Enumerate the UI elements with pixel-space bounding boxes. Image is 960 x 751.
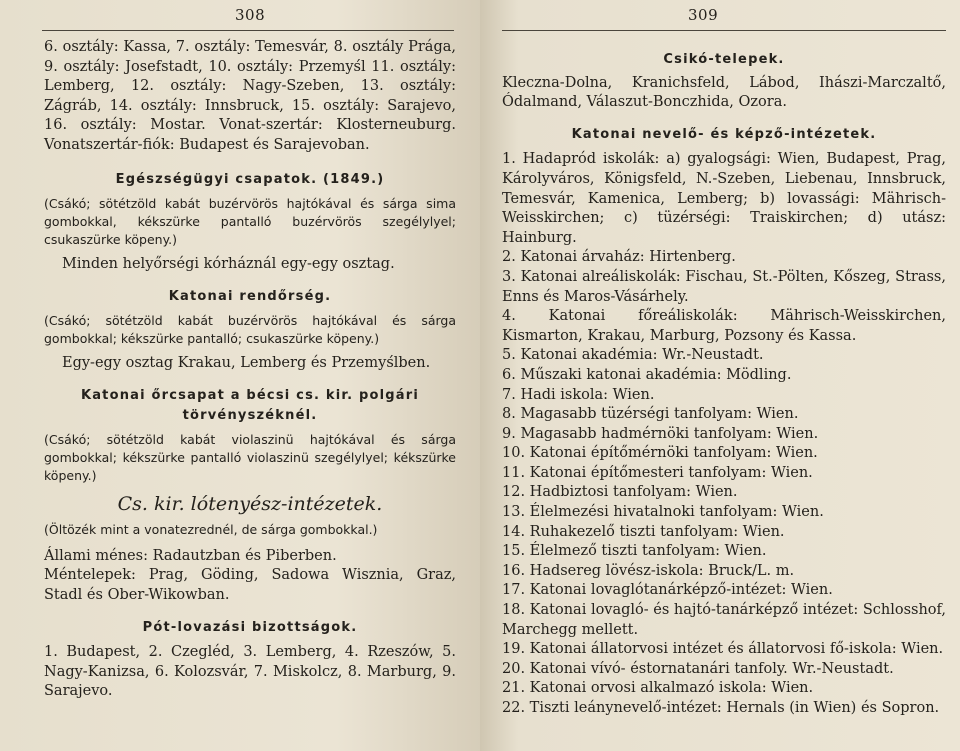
paragraph: Egy-egy osztag Krakau, Lemberg és Przemyślben. (62, 355, 431, 372)
list-item: 18. Katonai lovagló- és hajtó-tanárképző intézet: Schlosshof, Marchegg mellett. (502, 602, 946, 638)
page-number: 308 (235, 6, 266, 24)
list-item: 12. Hadbiztosi tanfolyam: Wien. (502, 484, 738, 501)
right-page-text (502, 38, 946, 719)
list-item: 4. Katonai főreáliskolák: Mährisch-Weisskirchen, Kismarton, Krakau, Marburg, Pozsony és Kassa. (502, 308, 946, 344)
right-page (480, 0, 960, 751)
list-item: 3. Katonai alreáliskolák: Fischau, St.-Pölten, Kőszeg, Strass, Enns és Maros-Vásárhely. (502, 268, 946, 305)
paragraph: (Csákó; sötétzöld kabát buzérvörös hajtókával és sárga sima gombokkal, kékszürke pantalló buzérvörös szegélylyel; csukaszürke köpeny.) (44, 196, 456, 248)
paragraph: Kleczna-Dolna, Kranichsfeld, Lábod, Ihászi-Marczaltő, Ódalmand, Válaszut-Bonczhida, Ozora. (502, 74, 946, 111)
paragraph: Méntelepek: Prag, Göding, Sadowa Wisznia, Graz, Stadl és Ober-Wikowban. (44, 567, 456, 603)
list-item: 15. Élelmező tiszti tanfolyam: Wien. (502, 543, 767, 560)
list-item: 20. Katonai vívó- éstornatanári tanfoly. Wr.-Neustadt. (502, 660, 894, 677)
list-item: 5. Katonai akadémia: Wr.-Neustadt. (502, 347, 764, 364)
paragraph: (Csákó; sötétzöld kabát buzérvörös hajtókával és sárga gombokkal; kékszürke pantalló; csukaszürke köpeny.) (44, 313, 456, 347)
header-rule (502, 30, 946, 31)
paragraph: (Csákó; sötétzöld kabát violaszinü hajtókával és sárga gombokkal; kékszürke pantalló violaszinü szegélylyel; kékszürke köpeny.) (44, 432, 456, 484)
list-item: 21. Katonai orvosi alkalmazó iskola: Wien. (502, 680, 814, 697)
list-item: 10. Katonai építőmérnöki tanfolyam: Wien. (502, 445, 818, 462)
paragraph: 1. Budapest, 2. Czegléd, 3. Lemberg, 4. Rzeszów, 5. Nagy-Kanizsa, 6. Kolozsvár, 7. Miskolcz, 8. Marburg, 9. Sarajevo. (44, 644, 456, 700)
list-item: 17. Katonai lovaglótanárképző-intézet: Wien. (502, 582, 833, 599)
section-heading: Pót-lovazási bizottságok. (142, 619, 358, 635)
section-heading: Cs. kir. lótenyész-intézetek. (117, 493, 383, 516)
paragraph: (Öltözék mint a vonatezrednél, de sárga gombokkal.) (44, 521, 378, 537)
page-number: 309 (688, 6, 719, 24)
list-item: 2. Katonai árvaház: Hirtenberg. (502, 249, 736, 266)
section-heading: Katonai őrcsapat a bécsi cs. kir. polgári törvényszéknél. (80, 387, 420, 423)
section-heading: Egészségügyi csapatok. (1849.) (115, 171, 385, 187)
list-item: 14. Ruhakezelő tiszti tanfolyam: Wien. (502, 523, 785, 540)
section-heading: Katonai rendőrség. (168, 288, 332, 304)
paragraph: 6. osztály: Kassa, 7. osztály: Temesvár, 8. osztály Prága, 9. osztály: Josefstadt, 10. osztály: Przemyśl 11. osztály: Lemberg, 12. osztály: Nagy-Szeben, 13. osztály: Zágráb, 14. osztály: Innsbruck, 15. osztály: Sarajevo, 16. osztály: Mostar. Vonat-szertár: Klosterneuburg. Vonatszertár-fiók: Budapest és Sarajevoban. (44, 39, 456, 153)
list-item: 8. Magasabb tüzérségi tanfolyam: Wien. (502, 406, 799, 423)
section-heading: Katonai nevelő- és képző-intézetek. (571, 126, 877, 142)
list-item: 6. Műszaki katonai akadémia: Mödling. (502, 366, 792, 383)
list-item: 9. Magasabb hadmérnöki tanfolyam: Wien. (502, 425, 819, 442)
paragraph: Állami ménes: Radautzban és Piberben. (44, 547, 337, 564)
section-heading: Csikó-telepek. (663, 52, 785, 67)
list-item: 7. Hadi iskola: Wien. (502, 386, 655, 403)
list-item: 16. Hadsereg lövész-iskola: Bruck/L. m. (502, 562, 795, 579)
left-page-text (44, 38, 456, 702)
list-item: 19. Katonai állatorvosi intézet és állatorvosi fő-iskola: Wien. (502, 641, 944, 658)
paragraph: Minden helyőrségi kórháznál egy-egy osztag. (62, 256, 395, 273)
institution-list (502, 150, 946, 718)
list-item: 13. Élelmezési hivatalnoki tanfolyam: Wien. (502, 504, 824, 521)
header-rule (42, 30, 454, 31)
list-item: 22. Tiszti leánynevelő-intézet: Hernals (in Wien) és Sopron. (502, 700, 940, 716)
list-item: 1. Hadapród iskolák: a) gyalogsági: Wien, Budapest, Prag, Károlyváros, Königsfeld, N.-Szeben, Liebenau, Innsbruck, Temesvár, Kamenica, Lemberg; b) lovassági: Mährisch-Weisskirchen; c) tüzérségi: Traiskirchen; d) utász: Hainburg. (502, 151, 946, 246)
list-item: 11. Katonai építőmesteri tanfolyam: Wien. (502, 464, 813, 481)
